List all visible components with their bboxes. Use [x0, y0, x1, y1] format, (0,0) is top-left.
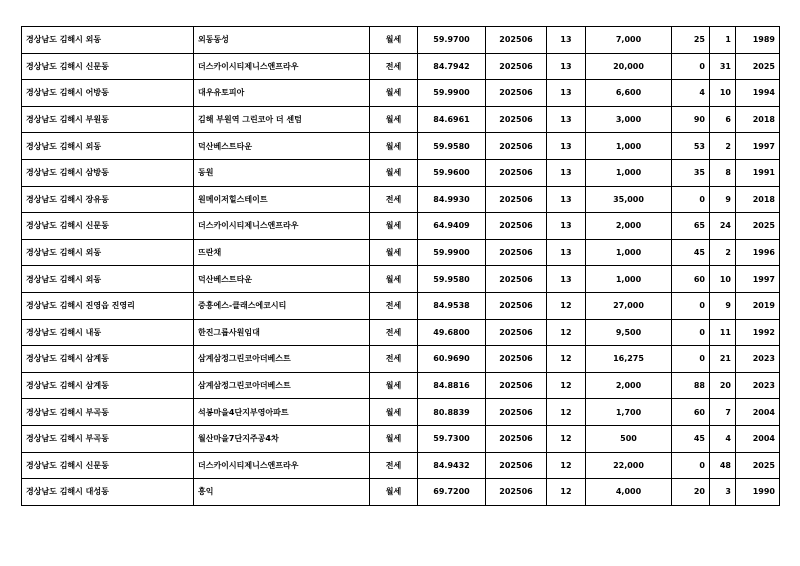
area-cell: 59.9900	[418, 80, 486, 107]
monthly-rent-cell: 0	[672, 452, 710, 479]
contract-type-cell: 월세	[370, 133, 418, 160]
deposit-cell: 1,000	[586, 133, 672, 160]
table-row	[22, 27, 780, 54]
area-cell: 60.9690	[418, 346, 486, 373]
complex-name-cell: 원메이저힐스테이트	[194, 186, 370, 213]
floor-cell: 24	[710, 213, 736, 240]
floor-cell: 31	[710, 53, 736, 80]
table-row	[22, 346, 780, 373]
contract-day-cell: 12	[547, 319, 586, 346]
contract-type-cell: 월세	[370, 372, 418, 399]
complex-name-cell: 삼계삼정그린코아더베스트	[194, 372, 370, 399]
region-cell: 경상남도 김해시 신문동	[22, 213, 194, 240]
floor-cell: 10	[710, 266, 736, 293]
monthly-rent-cell: 88	[672, 372, 710, 399]
region-cell: 경상남도 김해시 대성동	[22, 479, 194, 506]
contract-month-cell: 202506	[486, 479, 547, 506]
contract-type-cell: 월세	[370, 159, 418, 186]
table-row	[22, 399, 780, 426]
contract-day-cell: 13	[547, 133, 586, 160]
monthly-rent-cell: 25	[672, 27, 710, 54]
table-row	[22, 53, 780, 80]
area-cell: 59.9900	[418, 239, 486, 266]
contract-day-cell: 12	[547, 425, 586, 452]
floor-cell: 8	[710, 159, 736, 186]
floor-cell: 11	[710, 319, 736, 346]
deposit-cell: 22,000	[586, 452, 672, 479]
floor-cell: 3	[710, 479, 736, 506]
contract-type-cell: 월세	[370, 80, 418, 107]
complex-name-cell: 한진그룹사원임대	[194, 319, 370, 346]
area-cell: 84.9930	[418, 186, 486, 213]
table-row	[22, 239, 780, 266]
contract-month-cell: 202506	[486, 53, 547, 80]
build-year-cell: 2023	[736, 372, 780, 399]
table-row	[22, 319, 780, 346]
complex-name-cell: 월산마을7단지주공4차	[194, 425, 370, 452]
complex-name-cell: 더스카이시티제니스앤프라우	[194, 213, 370, 240]
contract-type-cell: 월세	[370, 239, 418, 266]
monthly-rent-cell: 20	[672, 479, 710, 506]
area-cell: 59.9700	[418, 27, 486, 54]
monthly-rent-cell: 35	[672, 159, 710, 186]
floor-cell: 48	[710, 452, 736, 479]
floor-cell: 1	[710, 27, 736, 54]
deposit-cell: 2,000	[586, 372, 672, 399]
contract-month-cell: 202506	[486, 186, 547, 213]
complex-name-cell: 동원	[194, 159, 370, 186]
contract-type-cell: 전세	[370, 292, 418, 319]
contract-month-cell: 202506	[486, 425, 547, 452]
area-cell: 59.9580	[418, 266, 486, 293]
region-cell: 경상남도 김해시 외동	[22, 239, 194, 266]
contract-day-cell: 12	[547, 372, 586, 399]
complex-name-cell: 석봉마을4단지부영아파트	[194, 399, 370, 426]
area-cell: 69.7200	[418, 479, 486, 506]
complex-name-cell: 흥익	[194, 479, 370, 506]
table-row	[22, 479, 780, 506]
floor-cell: 7	[710, 399, 736, 426]
region-cell: 경상남도 김해시 부곡동	[22, 425, 194, 452]
table-row	[22, 106, 780, 133]
contract-month-cell: 202506	[486, 346, 547, 373]
contract-type-cell: 월세	[370, 479, 418, 506]
monthly-rent-cell: 4	[672, 80, 710, 107]
monthly-rent-cell: 60	[672, 399, 710, 426]
contract-type-cell: 전세	[370, 452, 418, 479]
table-row	[22, 372, 780, 399]
contract-day-cell: 13	[547, 53, 586, 80]
contract-day-cell: 13	[547, 27, 586, 54]
monthly-rent-cell: 53	[672, 133, 710, 160]
deposit-cell: 7,000	[586, 27, 672, 54]
floor-cell: 9	[710, 292, 736, 319]
monthly-rent-cell: 90	[672, 106, 710, 133]
deposit-cell: 3,000	[586, 106, 672, 133]
deposit-cell: 9,500	[586, 319, 672, 346]
region-cell: 경상남도 김해시 어방동	[22, 80, 194, 107]
contract-month-cell: 202506	[486, 80, 547, 107]
contract-type-cell: 월세	[370, 399, 418, 426]
contract-day-cell: 12	[547, 292, 586, 319]
contract-day-cell: 13	[547, 213, 586, 240]
monthly-rent-cell: 45	[672, 239, 710, 266]
monthly-rent-cell: 60	[672, 266, 710, 293]
region-cell: 경상남도 김해시 부곡동	[22, 399, 194, 426]
contract-type-cell: 월세	[370, 213, 418, 240]
deposit-cell: 35,000	[586, 186, 672, 213]
table-row	[22, 425, 780, 452]
monthly-rent-cell: 0	[672, 186, 710, 213]
contract-day-cell: 12	[547, 399, 586, 426]
build-year-cell: 2018	[736, 186, 780, 213]
contract-month-cell: 202506	[486, 133, 547, 160]
region-cell: 경상남도 김해시 신문동	[22, 452, 194, 479]
build-year-cell: 1997	[736, 266, 780, 293]
build-year-cell: 1994	[736, 80, 780, 107]
monthly-rent-cell: 0	[672, 346, 710, 373]
area-cell: 64.9409	[418, 213, 486, 240]
region-cell: 경상남도 김해시 삼계동	[22, 346, 194, 373]
table-row	[22, 186, 780, 213]
contract-month-cell: 202506	[486, 292, 547, 319]
deposit-cell: 2,000	[586, 213, 672, 240]
region-cell: 경상남도 김해시 내동	[22, 319, 194, 346]
contract-month-cell: 202506	[486, 266, 547, 293]
deposit-cell: 20,000	[586, 53, 672, 80]
monthly-rent-cell: 0	[672, 53, 710, 80]
floor-cell: 10	[710, 80, 736, 107]
region-cell: 경상남도 김해시 신문동	[22, 53, 194, 80]
region-cell: 경상남도 김해시 삼계동	[22, 372, 194, 399]
contract-day-cell: 12	[547, 452, 586, 479]
build-year-cell: 1997	[736, 133, 780, 160]
area-cell: 59.9600	[418, 159, 486, 186]
table-body	[22, 27, 780, 506]
build-year-cell: 2004	[736, 425, 780, 452]
floor-cell: 21	[710, 346, 736, 373]
area-cell: 84.6961	[418, 106, 486, 133]
area-cell: 59.9580	[418, 133, 486, 160]
floor-cell: 20	[710, 372, 736, 399]
complex-name-cell: 더스카이시티제니스앤프라우	[194, 452, 370, 479]
area-cell: 84.8816	[418, 372, 486, 399]
build-year-cell: 1990	[736, 479, 780, 506]
floor-cell: 2	[710, 239, 736, 266]
contract-day-cell: 13	[547, 106, 586, 133]
deposit-cell: 27,000	[586, 292, 672, 319]
table-row	[22, 80, 780, 107]
contract-month-cell: 202506	[486, 239, 547, 266]
floor-cell: 6	[710, 106, 736, 133]
complex-name-cell: 덕산베스트타운	[194, 266, 370, 293]
build-year-cell: 1996	[736, 239, 780, 266]
contract-day-cell: 13	[547, 186, 586, 213]
deposit-cell: 16,275	[586, 346, 672, 373]
area-cell: 84.7942	[418, 53, 486, 80]
area-cell: 84.9432	[418, 452, 486, 479]
table-row	[22, 159, 780, 186]
region-cell: 경상남도 김해시 외동	[22, 266, 194, 293]
contract-type-cell: 월세	[370, 266, 418, 293]
region-cell: 경상남도 김해시 외동	[22, 27, 194, 54]
deposit-cell: 500	[586, 425, 672, 452]
floor-cell: 9	[710, 186, 736, 213]
deposit-cell: 6,600	[586, 80, 672, 107]
complex-name-cell: 외동동성	[194, 27, 370, 54]
contract-type-cell: 전세	[370, 186, 418, 213]
monthly-rent-cell: 0	[672, 319, 710, 346]
deposit-cell: 1,700	[586, 399, 672, 426]
region-cell: 경상남도 김해시 부원동	[22, 106, 194, 133]
table-row	[22, 213, 780, 240]
table-row	[22, 133, 780, 160]
area-cell: 49.6800	[418, 319, 486, 346]
build-year-cell: 1991	[736, 159, 780, 186]
contract-day-cell: 13	[547, 239, 586, 266]
table-row	[22, 452, 780, 479]
build-year-cell: 2004	[736, 399, 780, 426]
contract-month-cell: 202506	[486, 399, 547, 426]
build-year-cell: 2018	[736, 106, 780, 133]
floor-cell: 2	[710, 133, 736, 160]
table-row	[22, 292, 780, 319]
contract-type-cell: 월세	[370, 27, 418, 54]
contract-day-cell: 13	[547, 159, 586, 186]
region-cell: 경상남도 김해시 진영읍 진영리	[22, 292, 194, 319]
contract-month-cell: 202506	[486, 372, 547, 399]
contract-month-cell: 202506	[486, 452, 547, 479]
complex-name-cell: 대우유토피아	[194, 80, 370, 107]
complex-name-cell: 더스카이시티제니스앤프라우	[194, 53, 370, 80]
contract-day-cell: 13	[547, 80, 586, 107]
monthly-rent-cell: 65	[672, 213, 710, 240]
build-year-cell: 2025	[736, 53, 780, 80]
build-year-cell: 2023	[736, 346, 780, 373]
build-year-cell: 1992	[736, 319, 780, 346]
complex-name-cell: 뜨란채	[194, 239, 370, 266]
deposit-cell: 1,000	[586, 159, 672, 186]
monthly-rent-cell: 0	[672, 292, 710, 319]
contract-month-cell: 202506	[486, 159, 547, 186]
build-year-cell: 1989	[736, 27, 780, 54]
contract-day-cell: 12	[547, 479, 586, 506]
contract-type-cell: 전세	[370, 319, 418, 346]
contract-month-cell: 202506	[486, 213, 547, 240]
deposit-cell: 1,000	[586, 239, 672, 266]
contract-month-cell: 202506	[486, 319, 547, 346]
complex-name-cell: 삼계삼정그린코아더베스트	[194, 346, 370, 373]
complex-name-cell: 덕산베스트타운	[194, 133, 370, 160]
complex-name-cell: 중흥에스-클래스에코시티	[194, 292, 370, 319]
contract-day-cell: 12	[547, 346, 586, 373]
deposit-cell: 1,000	[586, 266, 672, 293]
contract-day-cell: 13	[547, 266, 586, 293]
build-year-cell: 2025	[736, 452, 780, 479]
contract-type-cell: 월세	[370, 106, 418, 133]
build-year-cell: 2019	[736, 292, 780, 319]
contract-month-cell: 202506	[486, 27, 547, 54]
region-cell: 경상남도 김해시 외동	[22, 133, 194, 160]
region-cell: 경상남도 김해시 장유동	[22, 186, 194, 213]
build-year-cell: 2025	[736, 213, 780, 240]
floor-cell: 4	[710, 425, 736, 452]
contract-type-cell: 월세	[370, 425, 418, 452]
area-cell: 84.9538	[418, 292, 486, 319]
area-cell: 59.7300	[418, 425, 486, 452]
contract-type-cell: 전세	[370, 53, 418, 80]
deposit-cell: 4,000	[586, 479, 672, 506]
contract-type-cell: 전세	[370, 346, 418, 373]
complex-name-cell: 김해 부원역 그린코아 더 센텀	[194, 106, 370, 133]
transactions-table	[21, 26, 780, 506]
contract-month-cell: 202506	[486, 106, 547, 133]
area-cell: 80.8839	[418, 399, 486, 426]
monthly-rent-cell: 45	[672, 425, 710, 452]
region-cell: 경상남도 김해시 삼방동	[22, 159, 194, 186]
table-row	[22, 266, 780, 293]
